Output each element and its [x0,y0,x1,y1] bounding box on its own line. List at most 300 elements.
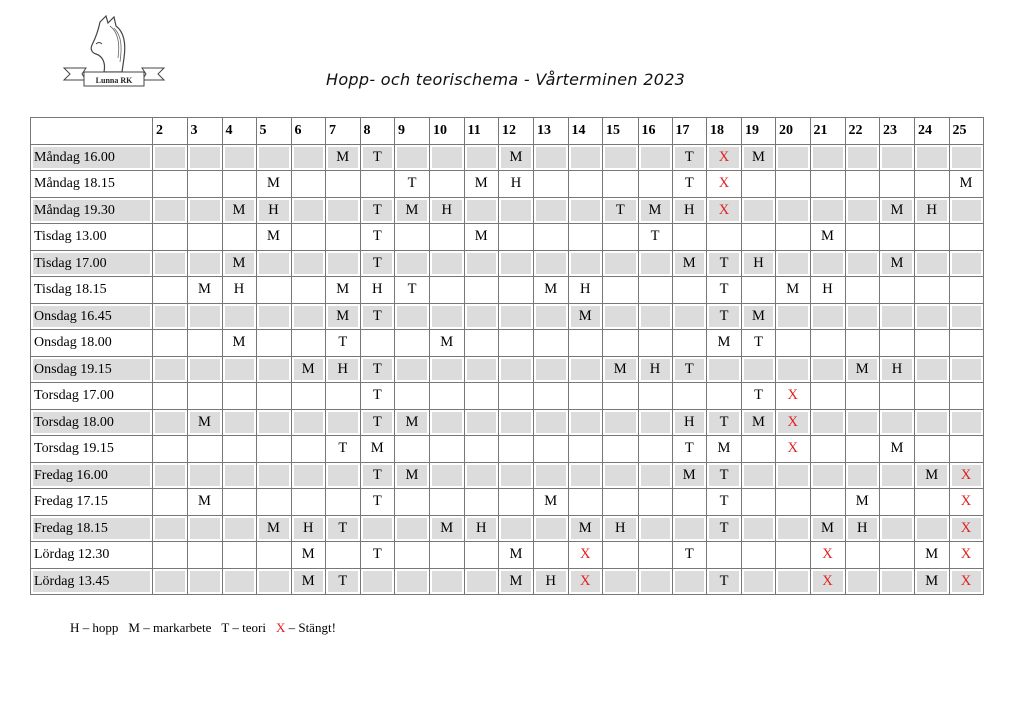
schedule-cell [187,303,222,330]
schedule-cell: M [256,171,291,198]
schedule-cell: M [360,436,395,463]
schedule-cell [810,409,845,436]
schedule-cell: H [499,171,534,198]
schedule-cell [845,383,880,410]
schedule-cell: M [187,409,222,436]
schedule-cell: H [845,515,880,542]
schedule-cell [707,224,742,251]
row-label: Onsdag 19.15 [31,356,153,383]
schedule-cell [534,356,569,383]
schedule-row [31,171,984,198]
schedule-cell [395,330,430,357]
schedule-cell [880,489,915,516]
schedule-cell: M [742,144,776,171]
schedule-cell [742,224,776,251]
schedule-cell [845,224,880,251]
schedule-cell [603,409,639,436]
schedule-cell [810,303,845,330]
schedule-cell [187,515,222,542]
schedule-cell [499,515,534,542]
schedule-cell [915,224,950,251]
schedule-cell: T [707,489,742,516]
schedule-cell [430,144,465,171]
schedule-cell [845,277,880,304]
schedule-cell: M [880,436,915,463]
week-header: 4 [222,118,256,145]
schedule-cell [360,330,395,357]
schedule-cell [845,197,880,224]
schedule-cell: H [810,277,845,304]
schedule-cell [326,489,361,516]
schedule-cell [256,489,291,516]
schedule-cell [187,462,222,489]
schedule-cell [638,542,672,569]
schedule-cell: X [949,515,983,542]
schedule-cell [568,462,603,489]
schedule-row [31,568,984,595]
schedule-row [31,409,984,436]
week-header: 15 [603,118,639,145]
schedule-cell [430,568,465,595]
schedule-cell [810,356,845,383]
week-header: 20 [776,118,811,145]
schedule-cell [568,330,603,357]
week-header: 21 [810,118,845,145]
schedule-cell: X [776,383,811,410]
schedule-cell: H [742,250,776,277]
schedule-cell [222,568,256,595]
schedule-cell [153,171,188,198]
schedule-cell: M [810,515,845,542]
schedule-cell [949,383,983,410]
schedule-cell [534,542,569,569]
schedule-cell [464,383,499,410]
schedule-cell [638,383,672,410]
schedule-cell: T [707,462,742,489]
week-header-row [31,118,984,145]
schedule-cell [395,489,430,516]
schedule-cell: T [395,171,430,198]
schedule-cell [949,303,983,330]
schedule-cell [915,144,950,171]
schedule-cell [638,144,672,171]
schedule-cell [464,409,499,436]
schedule-cell [568,197,603,224]
schedule-cell [845,568,880,595]
legend-text: H – hopp [70,620,119,635]
schedule-cell [464,330,499,357]
schedule-cell [430,409,465,436]
schedule-cell [499,462,534,489]
schedule-cell: T [360,303,395,330]
schedule-cell [534,171,569,198]
schedule-cell [915,330,950,357]
schedule-cell [222,383,256,410]
schedule-cell [949,277,983,304]
schedule-cell [464,250,499,277]
schedule-cell [187,568,222,595]
schedule-cell [256,144,291,171]
logo-text: Lunna RK [95,76,133,85]
row-label: Onsdag 16.45 [31,303,153,330]
schedule-cell: M [430,330,465,357]
schedule-cell [568,383,603,410]
row-label: Fredag 16.00 [31,462,153,489]
schedule-cell [395,250,430,277]
schedule-cell [603,330,639,357]
week-header: 22 [845,118,880,145]
schedule-cell [395,568,430,595]
schedule-cell [707,356,742,383]
schedule-cell: M [499,568,534,595]
week-header: 9 [395,118,430,145]
schedule-cell: X [707,171,742,198]
schedule-cell [742,515,776,542]
header-corner [31,118,153,145]
schedule-cell: X [810,568,845,595]
schedule-cell [534,330,569,357]
schedule-cell [845,250,880,277]
schedule-cell: M [326,277,361,304]
schedule-cell [845,409,880,436]
schedule-cell [845,303,880,330]
schedule-cell [568,409,603,436]
schedule-row [31,436,984,463]
schedule-cell: M [222,250,256,277]
schedule-cell [153,277,188,304]
schedule-cell [395,224,430,251]
schedule-cell [915,383,950,410]
schedule-cell [810,383,845,410]
schedule-cell [638,330,672,357]
schedule-cell [603,489,639,516]
schedule-cell: M [949,171,983,198]
schedule-cell [256,462,291,489]
schedule-cell [153,568,188,595]
schedule-cell [776,542,811,569]
schedule-cell [326,542,361,569]
schedule-cell [222,436,256,463]
schedule-cell [949,356,983,383]
schedule-cell [153,542,188,569]
schedule-cell [256,542,291,569]
schedule-cell: M [880,250,915,277]
schedule-cell [534,383,569,410]
schedule-cell [568,224,603,251]
schedule-row [31,542,984,569]
week-header: 11 [464,118,499,145]
schedule-cell [464,356,499,383]
schedule-cell: M [880,197,915,224]
schedule-cell [845,542,880,569]
club-logo [62,14,166,90]
week-header: 6 [291,118,326,145]
schedule-cell [638,436,672,463]
schedule-cell [742,171,776,198]
row-label: Måndag 19.30 [31,197,153,224]
schedule-cell [256,277,291,304]
schedule-cell: H [326,356,361,383]
week-header: 5 [256,118,291,145]
schedule-cell: M [499,144,534,171]
schedule-cell: T [672,171,707,198]
schedule-cell: T [360,409,395,436]
schedule-cell: H [360,277,395,304]
schedule-cell [638,250,672,277]
schedule-cell: T [672,436,707,463]
page-title: Hopp- och teorischema - Vårterminen 2023 [326,70,686,89]
schedule-cell: T [326,568,361,595]
schedule-row [31,277,984,304]
schedule-cell [395,515,430,542]
schedule-cell [222,144,256,171]
schedule-cell [638,277,672,304]
schedule-cell [880,515,915,542]
schedule-cell [464,144,499,171]
schedule-row [31,330,984,357]
schedule-cell [360,568,395,595]
schedule-cell [256,383,291,410]
schedule-cell [603,171,639,198]
schedule-cell [153,303,188,330]
schedule-cell: X [949,542,983,569]
schedule-cell [603,542,639,569]
schedule-cell: M [810,224,845,251]
schedule-cell: M [430,515,465,542]
schedule-cell [534,462,569,489]
schedule-cell: T [742,330,776,357]
schedule-cell [568,171,603,198]
schedule-cell: M [187,277,222,304]
schedule-cell [291,330,326,357]
schedule-cell [464,568,499,595]
schedule-cell: M [222,197,256,224]
schedule-cell: M [672,462,707,489]
schedule-cell: M [776,277,811,304]
row-label: Tisdag 18.15 [31,277,153,304]
schedule-cell [153,489,188,516]
schedule-cell [291,250,326,277]
schedule-cell [153,383,188,410]
schedule-cell [499,197,534,224]
schedule-cell [256,568,291,595]
schedule-cell [291,171,326,198]
schedule-cell [464,277,499,304]
schedule-cell [222,409,256,436]
week-header: 14 [568,118,603,145]
schedule-cell [326,462,361,489]
schedule-cell: H [534,568,569,595]
week-header: 16 [638,118,672,145]
schedule-cell [845,436,880,463]
schedule-cell [187,171,222,198]
schedule-cell [742,542,776,569]
schedule-cell [153,462,188,489]
schedule-row [31,144,984,171]
schedule-cell [222,462,256,489]
schedule-cell: M [395,197,430,224]
schedule-cell [810,144,845,171]
week-header: 17 [672,118,707,145]
schedule-cell [499,436,534,463]
schedule-cell [810,436,845,463]
row-label: Tisdag 17.00 [31,250,153,277]
schedule-cell [915,303,950,330]
schedule-cell: H [603,515,639,542]
schedule-cell: X [707,197,742,224]
week-header: 3 [187,118,222,145]
schedule-cell [603,277,639,304]
schedule-cell [776,197,811,224]
schedule-cell [949,197,983,224]
schedule-cell [153,250,188,277]
week-header: 13 [534,118,569,145]
schedule-cell [880,330,915,357]
schedule-cell [603,303,639,330]
schedule-cell [464,197,499,224]
schedule-cell: H [291,515,326,542]
schedule-cell [742,462,776,489]
schedule-cell [291,277,326,304]
schedule-cell: M [915,462,950,489]
schedule-cell [707,542,742,569]
schedule-cell [880,383,915,410]
schedule-cell: H [568,277,603,304]
schedule-cell: X [776,436,811,463]
schedule-cell [776,489,811,516]
schedule-cell [776,144,811,171]
schedule-cell: M [638,197,672,224]
schedule-cell: M [672,250,707,277]
schedule-table [30,117,984,595]
schedule-cell [464,462,499,489]
schedule-cell [360,171,395,198]
schedule-cell [672,330,707,357]
schedule-cell: M [707,330,742,357]
schedule-cell [742,489,776,516]
schedule-cell: M [534,489,569,516]
legend-closed-mark: X [275,620,286,635]
schedule-cell [603,568,639,595]
schedule-cell [915,171,950,198]
schedule-cell [776,356,811,383]
schedule-cell [776,224,811,251]
schedule-cell [326,383,361,410]
schedule-cell [534,303,569,330]
schedule-cell [776,303,811,330]
schedule-cell [603,383,639,410]
legend-item [128,620,211,635]
schedule-cell: T [360,356,395,383]
schedule-cell: M [499,542,534,569]
legend-text: T – teori [221,620,266,635]
schedule-row [31,356,984,383]
schedule-cell: T [603,197,639,224]
schedule-cell [568,489,603,516]
schedule-cell: T [707,409,742,436]
schedule-cell [672,277,707,304]
schedule-cell: M [534,277,569,304]
schedule-cell [291,383,326,410]
schedule-cell [430,250,465,277]
schedule-cell [499,489,534,516]
schedule-cell [430,224,465,251]
schedule-cell [672,515,707,542]
schedule-cell [499,277,534,304]
schedule-cell [464,303,499,330]
schedule-cell [153,409,188,436]
schedule-cell [187,224,222,251]
schedule-cell [464,542,499,569]
schedule-cell [949,224,983,251]
schedule-cell: H [638,356,672,383]
schedule-cell [880,224,915,251]
schedule-cell [499,356,534,383]
week-header: 18 [707,118,742,145]
schedule-cell [810,250,845,277]
schedule-cell [464,436,499,463]
schedule-cell [880,409,915,436]
schedule-cell [499,409,534,436]
schedule-cell [915,250,950,277]
schedule-row [31,197,984,224]
legend [70,620,346,636]
schedule-row [31,515,984,542]
schedule-cell [672,489,707,516]
schedule-cell [534,409,569,436]
schedule-cell [291,303,326,330]
schedule-cell [153,436,188,463]
schedule-cell [915,489,950,516]
schedule-cell [880,171,915,198]
schedule-cell: M [742,409,776,436]
schedule-cell: M [291,568,326,595]
schedule-cell: X [949,462,983,489]
schedule-cell [153,224,188,251]
schedule-cell: X [568,568,603,595]
schedule-cell [742,568,776,595]
schedule-cell [499,224,534,251]
schedule-cell [499,383,534,410]
schedule-cell [638,171,672,198]
schedule-cell [638,303,672,330]
schedule-cell: H [222,277,256,304]
schedule-cell [222,356,256,383]
week-header: 19 [742,118,776,145]
schedule-cell: H [880,356,915,383]
row-label: Torsdag 19.15 [31,436,153,463]
schedule-cell [949,436,983,463]
schedule-cell [222,171,256,198]
schedule-cell: H [672,409,707,436]
schedule-cell [395,436,430,463]
row-label: Måndag 16.00 [31,144,153,171]
schedule-cell [742,277,776,304]
schedule-cell: M [603,356,639,383]
schedule-cell: X [707,144,742,171]
row-label: Tisdag 13.00 [31,224,153,251]
schedule-cell [672,568,707,595]
row-label: Fredag 17.15 [31,489,153,516]
legend-text: – Stängt! [285,620,336,635]
schedule-cell [464,489,499,516]
schedule-cell: M [568,303,603,330]
schedule-cell [810,462,845,489]
schedule-cell [776,515,811,542]
week-header: 10 [430,118,465,145]
schedule-cell [153,515,188,542]
schedule-cell [672,224,707,251]
